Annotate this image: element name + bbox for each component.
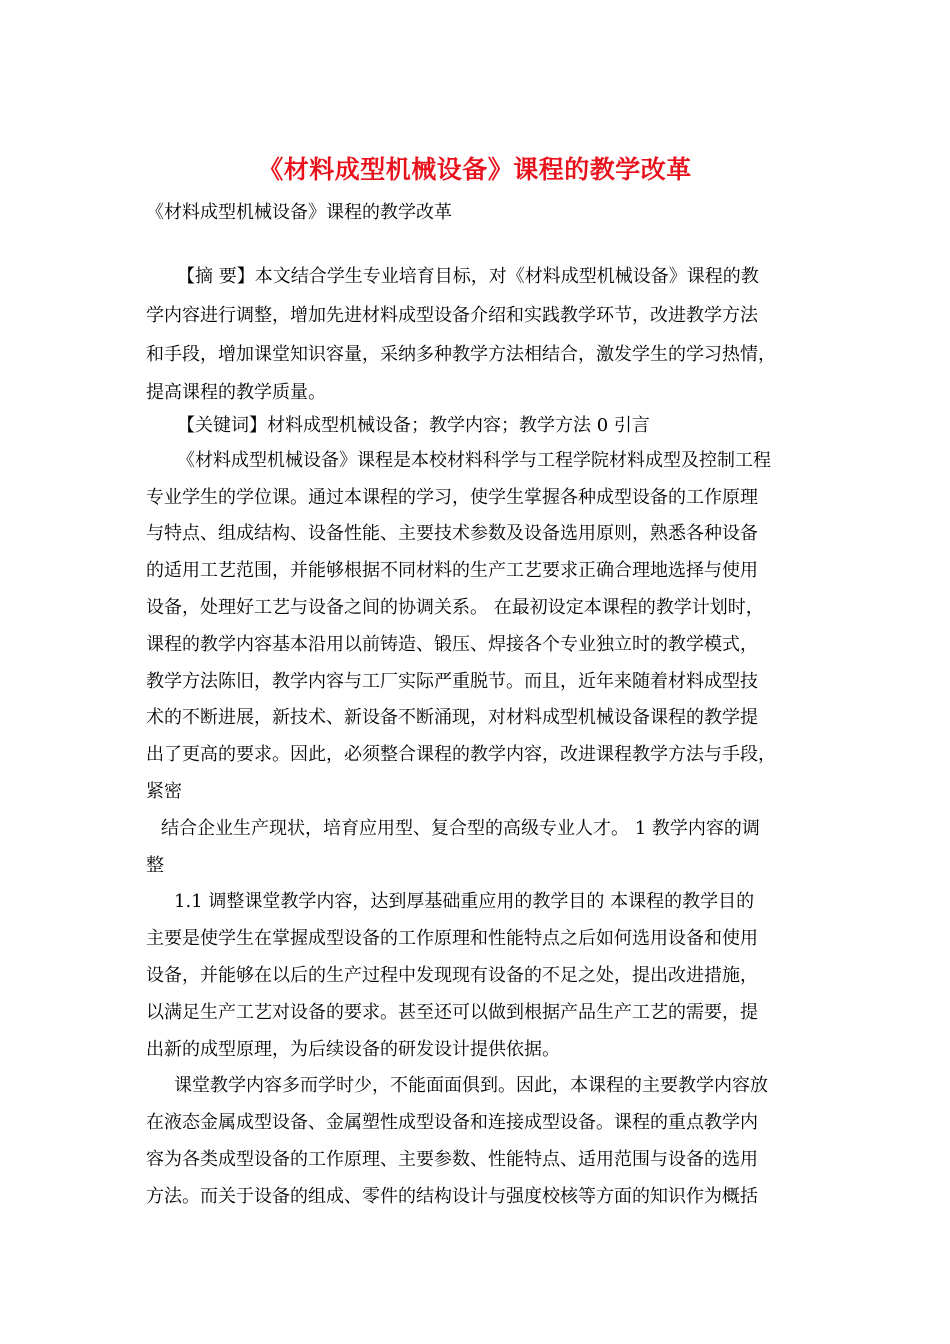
text-line: 提高课程的教学质量。 — [146, 382, 326, 403]
text-line: 结合企业生产现状，培育应用型、复合型的高级专业人才。 1 教学内容的调 — [161, 818, 760, 839]
text-line: 和手段，增加课堂知识容量，采纳多种教学方法相结合，激发学生的学习热情， — [146, 344, 776, 365]
text-line: 术的不断进展，新技术、新设备不断涌现，对材料成型机械设备课程的教学提 — [146, 707, 758, 728]
text-line: 出了更高的要求。因此，必须整合课程的教学内容，改进课程教学方法与手段， — [146, 744, 776, 765]
text-line: 与特点、组成结构、设备性能、主要技术参数及设备选用原则，熟悉各种设备 — [146, 523, 758, 544]
text-line: 方法。而关于设备的组成、零件的结构设计与强度校核等方面的知识作为概括 — [146, 1186, 758, 1207]
document-subtitle: 《材料成型机械设备》课程的教学改革 — [146, 202, 452, 223]
text-line: 容为各类成型设备的工作原理、主要参数、性能特点、适用范围与设备的选用 — [146, 1149, 758, 1170]
text-line: 《材料成型机械设备》课程是本校材料科学与工程学院材料成型及控制工程 — [177, 450, 771, 471]
text-line: 整 — [146, 855, 164, 876]
text-line: 课程的教学内容基本沿用以前铸造、锻压、焊接各个专业独立时的教学模式， — [146, 634, 758, 655]
text-line: 设备，处理好工艺与设备之间的协调关系。 在最初设定本课程的教学计划时， — [146, 597, 764, 618]
text-line: 主要是使学生在掌握成型设备的工作原理和性能特点之后如何选用设备和使用 — [146, 928, 758, 949]
text-line: 设备，并能够在以后的生产过程中发现现有设备的不足之处，提出改进措施， — [146, 965, 758, 986]
text-line: 以满足生产工艺对设备的要求。甚至还可以做到根据产品生产工艺的需要，提 — [146, 1002, 758, 1023]
text-line: 1.1 调整课堂教学内容，达到厚基础重应用的教学目的 本课程的教学目的 — [174, 891, 755, 912]
text-line: 专业学生的学位课。通过本课程的学习，使学生掌握各种成型设备的工作原理 — [146, 487, 758, 508]
document-title: 《材料成型机械设备》课程的教学改革 — [258, 155, 692, 184]
text-line: 【摘 要】本文结合学生专业培育目标，对《材料成型机械设备》课程的教 — [177, 266, 759, 287]
text-line: 教学方法陈旧，教学内容与工厂实际严重脱节。而且，近年来随着材料成型技 — [146, 671, 758, 692]
text-line: 紧密 — [146, 781, 182, 802]
text-line: 出新的成型原理，为后续设备的研发设计提供依据。 — [146, 1039, 560, 1060]
text-line: 的适用工艺范围，并能够根据不同材料的生产工艺要求正确合理地选择与使用 — [146, 560, 758, 581]
text-line: 课堂教学内容多而学时少，不能面面俱到。因此，本课程的主要教学内容放 — [174, 1075, 768, 1096]
text-line: 学内容进行调整，增加先进材料成型设备介绍和实践教学环节，改进教学方法 — [146, 305, 758, 326]
text-line: 【关键词】材料成型机械设备；教学内容；教学方法 0 引言 — [177, 415, 650, 436]
text-line: 在液态金属成型设备、金属塑性成型设备和连接成型设备。课程的重点教学内 — [146, 1112, 758, 1133]
